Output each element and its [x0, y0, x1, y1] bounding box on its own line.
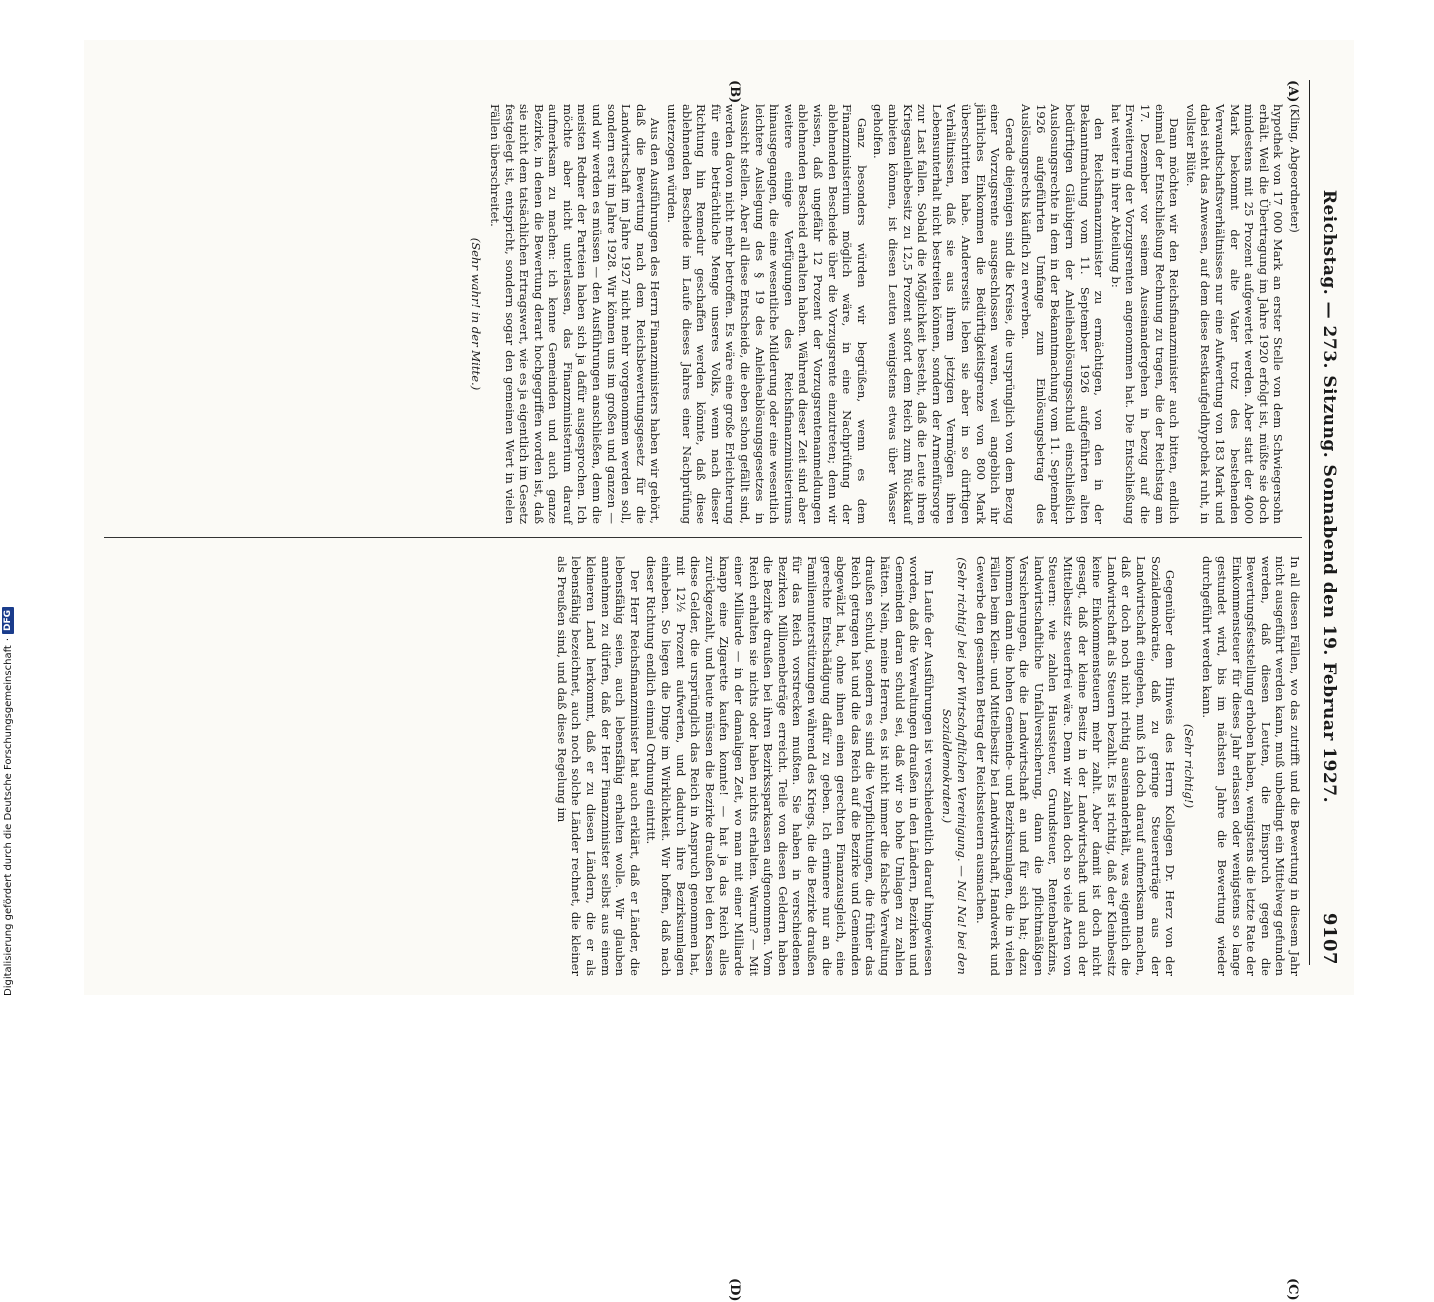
interjection: (Sehr richtig!) — [1181, 723, 1196, 809]
footer-strip — [0, 0, 22, 1000]
funding-credit-text: Digitalisierung gefördert durch die Deutsche Forschungsgemeinschaft — [2, 645, 14, 996]
dfg-logo-icon: DFG — [2, 607, 14, 634]
page-number: 9107 — [1319, 912, 1340, 965]
running-title: Reichstag. — 273. Sitzung. Sonnabend den 19. Februar 1927. — [1319, 189, 1339, 804]
paragraph: den Reichsfinanzminister zu ermächtigen, von den in der Bekanntmachung vom 11. September 1926 aufgeführten alten bedürftigen Gläubigern der Anleiheablösungsschuld einschließlich Auslosungsrechte in dem in der Bekanntmachung vom 11. September 1926 aufgeführten Umfange zum Einlösungsbetrag des Auslösungsrechts käuflich zu erwerben. — [1019, 104, 1107, 524]
interjection: (Sehr wahr! in der Mitte.) — [469, 237, 484, 391]
paragraph: In all diesen Fällen, wo das zutrifft und die Bewertung in diesem Jahr nicht ausgeführt werden kann, muß unbedingt ein Mittelweg gefunden werden, daß diesen Leuten, die Einspruch gegen die Bewertungsfeststellung erhoben haben, wenigstens die letzte Rate der Einkommensteuer für dieses Jahr erlassen oder wenigstens so lange gestundet wird, bis im nächsten Jahre die Bewertung wieder durchgeführt werden kann. — [1200, 556, 1302, 976]
interjection: (Sehr richtig! bei der Wirtschaftlichen Vereinigung. — Na! Na! bei den Sozialdemokraten.) — [940, 557, 969, 975]
paragraph: Gerade diejenigen sind die Kreise, die ursprünglich von dem Bezug einer Vorzugsrente ausgeschlossen waren, weil angeblich ihr jährliches Einkommen die Bedürftigkeitsgrenze von 800 Mark überschritten habe. Andererseits leben sie aber in so dürftigen Verhältnissen, daß sie aus ihrem jetzigen Vermögen ihren Lebensunterhalt nicht bestreiten können, sondern der Armenfürsorge zur Last fallen. Sobald die Möglichkeit besteht, daß die Leute ihren Kriegsanleihebesitz zu 12,5 Prozent sofort dem Reich zum Rückkauf anbieten können, ist diesen Leuten wenigstens etwas über Wasser geholfen. — [871, 104, 1017, 524]
paragraph: Ganz besonders würden wir begrüßen, wenn es dem Finanzministerium möglich wäre, in eine Nachprüfung der ablehnenden Bescheide über die Vorzugsrente einzutreten; denn wir wissen, daß ungefähr 12 Prozent der Vorzugsrentenanmeldungen ablehnenden Bescheid erhalten haben. Während dieser Zeit sind aber weitere einige Verfügungen des Reichsfinanzministeriums hinausgegangen, die eine wesentliche Milderung oder eine wesentlich leichtere Auslegung des § 19 des Anleiheablösungsgesetzes in Aussicht stellen. Aber all diese Entscheide, die eben schon gefällt sind, werden davon nicht mehr betroffen. Es wäre eine große Erleichterung für eine beträchtliche Menge unseres Volks, wenn nach dieser Richtung hin Remedur geschaffen werden könnte, daß diese ablehnenden Bescheide im Laufe dieses Jahres einer Nachprüfung unterzogen würden. — [665, 104, 869, 524]
scanned-page — [84, 40, 1354, 1302]
right-column — [104, 556, 1302, 976]
paragraph: Aus den Ausführungen des Herrn Finanzministers haben wir gehört, daß die Bewertung nach dem Reichsbewertungsgesetz für die Landwirtschaft im Jahre 1927 nicht mehr vorgenommen werden soll, sondern erst im Jahre 1928. Wir können uns im großen und ganzen — und wir werden es müssen — den Ausführungen anschließen, denn die meisten Redner der Parteien haben sich ja dafür ausgesprochen. Ich möchte aber nicht unterlassen, das Finanzministerium darauf aufmerksam zu machen: ich kenne Gemeinden und auch ganze Bezirke, in denen die Bewertung derart hochgegriffen worden ist, daß sie nicht dem tatsächlichen Ertragswert, wie es ja eigentlich im Gesetz festgelegt ist, entspricht, sondern sogar den gemeinen Wert in vielen Fällen überschreitet. — [487, 104, 663, 524]
margin-letter-b: (B) — [727, 80, 742, 104]
paragraph: Dann möchten wir den Reichsfinanzminister auch bitten, endlich einmal der Entschließung Rechnung zu tragen, die der Reichstag am 17. Dezember vor seinem Auseinandergehen in bezug auf die Erweiterung der Vorzugsrenten angenommen hat. Die Entschließung hat weiter in ihrer Abteilung b: — [1108, 104, 1182, 524]
paragraph: Im Laufe der Ausführungen ist verschiedentlich darauf hingewiesen worden, daß die Verwaltungen draußen in den Ländern, Bezirken und Gemeinden daran schuld sei, daß wir so hohe Umlagen zu zahlen hätten. Nein, meine Herren, es ist nicht immer die falsche Verwaltung draußen schuld, sondern es sind die Verpflichtungen, die früher das Reich getragen hat und die das Reich auf die Bezirke und Gemeinden abgewälzt hat, ohne ihnen einen gerechten Finanzausgleich, eine gerechte Entschädigung dafür zu geben. Ich erinnere nur an die Familienunterstützungen während des Kriegs, die die Bezirke draußen für das Reich vorstrecken mußten. Sie haben in verschiedenen Bezirken Millionenbeträge erreicht. Teile von diesen Geldern haben die Bezirke draußen bei ihren Bezirkssparkassen aufgenommen. Vom Reich erhalten sie nichts oder haben nichts erhalten. Warum? — Mit einer Milliarde — in der damaligen Zeit, wo man mit einer Milliarde knapp eine Zigarette kaufen konnte! — hat ja das Reich alles zurückgezahlt, und heute müssen die Bezirke draußen bei den Kassen diese Gelder, die ursprünglich das Reich in Anspruch genommen hat, mit 12½ Prozent aufwerten, und dadurch ihre Bezirksumlagen einheben. So liegen die Dinge im Wirklichkeit. Wir hoffen, daß nach dieser Richtung endlich einmal Ordnung eintritt. — [644, 556, 936, 976]
paragraph: (Kling, Abgeordneter) — [1288, 104, 1302, 233]
margin-letter-c: (C) — [1285, 1278, 1300, 1301]
paragraph: Gegenüber dem Hinweis des Herrn Kollegen Dr. Herz von der Sozialdemokratie, daß zu geringe Steuererträge aus der Landwirtschaft eingehen, muß ich doch darauf aufmerksam machen, daß er doch noch nicht richtig auseinanderhält, was eigentlich die Landwirtschaft als Steuern bezahlt. Es ist richtig, daß der Kleinbesitz keine Einkommensteuern mehr zahlt. Aber damit ist doch nicht gesagt, daß der kleine Besitz in der Landwirtschaft und auch der Mittelbesitz steuerfrei wäre. Denn wir zahlen doch so viele Arten von Steuern: wie zahlen Haussteuer, Grundsteuer, Rentenbankzins, landwirtschaftliche Unfallversicherung, dann die pflichtmäßigen Versicherungen, die die Landwirtschaft an und für sich hat; dazu kommen dann die hohen Gemeinde- und Bezirksumlagen, die in vielen Fällen beim Klein- und Mittelbesitz bei Landwirtschaft, Handwerk und Gewerbe den gesamten Betrag der Reichssteuern ausmachen. — [973, 556, 1178, 976]
funding-credit: Digitalisierung gefördert durch die Deutsche Forschungsgemeinschaft · DFG — [2, 607, 14, 996]
column-divider — [104, 537, 1302, 538]
margin-letter-a: (A) — [1285, 80, 1300, 103]
paragraph: hypothek von 17 000 Mark an erster Stelle von dem Schwiegersohn erhält. Weil die Übertragung im Jahre 1920 erfolgt ist, müßte sie doch mindestens mit 25 Prozent aufgewertet werden. Aber statt der 4000 Mark bekommt der alte Vater trotz des bestehenden Verwandtschaftsverhältnisses nur eine Aufwertung von 183 Mark und dabei steht das Anwesen, auf dem diese Restkaufgeldhypothek ruht, in vollster Blüte. — [1183, 104, 1286, 524]
page-header — [1312, 80, 1340, 965]
margin-letter-d: (D) — [727, 1278, 742, 1302]
paragraph: Der Herr Reichsfinanzminister hat auch erklärt, daß er Länder, die lebensfähig seien, auch lebensfähig erhalten wolle. Wir glauben annehmen zu dürfen, daß der Herr Finanzminister selbst aus einem kleineren Land herkommt, daß er zu diesen Ländern, die er als lebensfähig bezeichnet, auch noch solche Länder rechnet, die kleiner als Preußen sind, und daß diese Regelung im — [554, 556, 642, 976]
left-column — [104, 104, 1302, 524]
header-rule — [1309, 80, 1310, 965]
